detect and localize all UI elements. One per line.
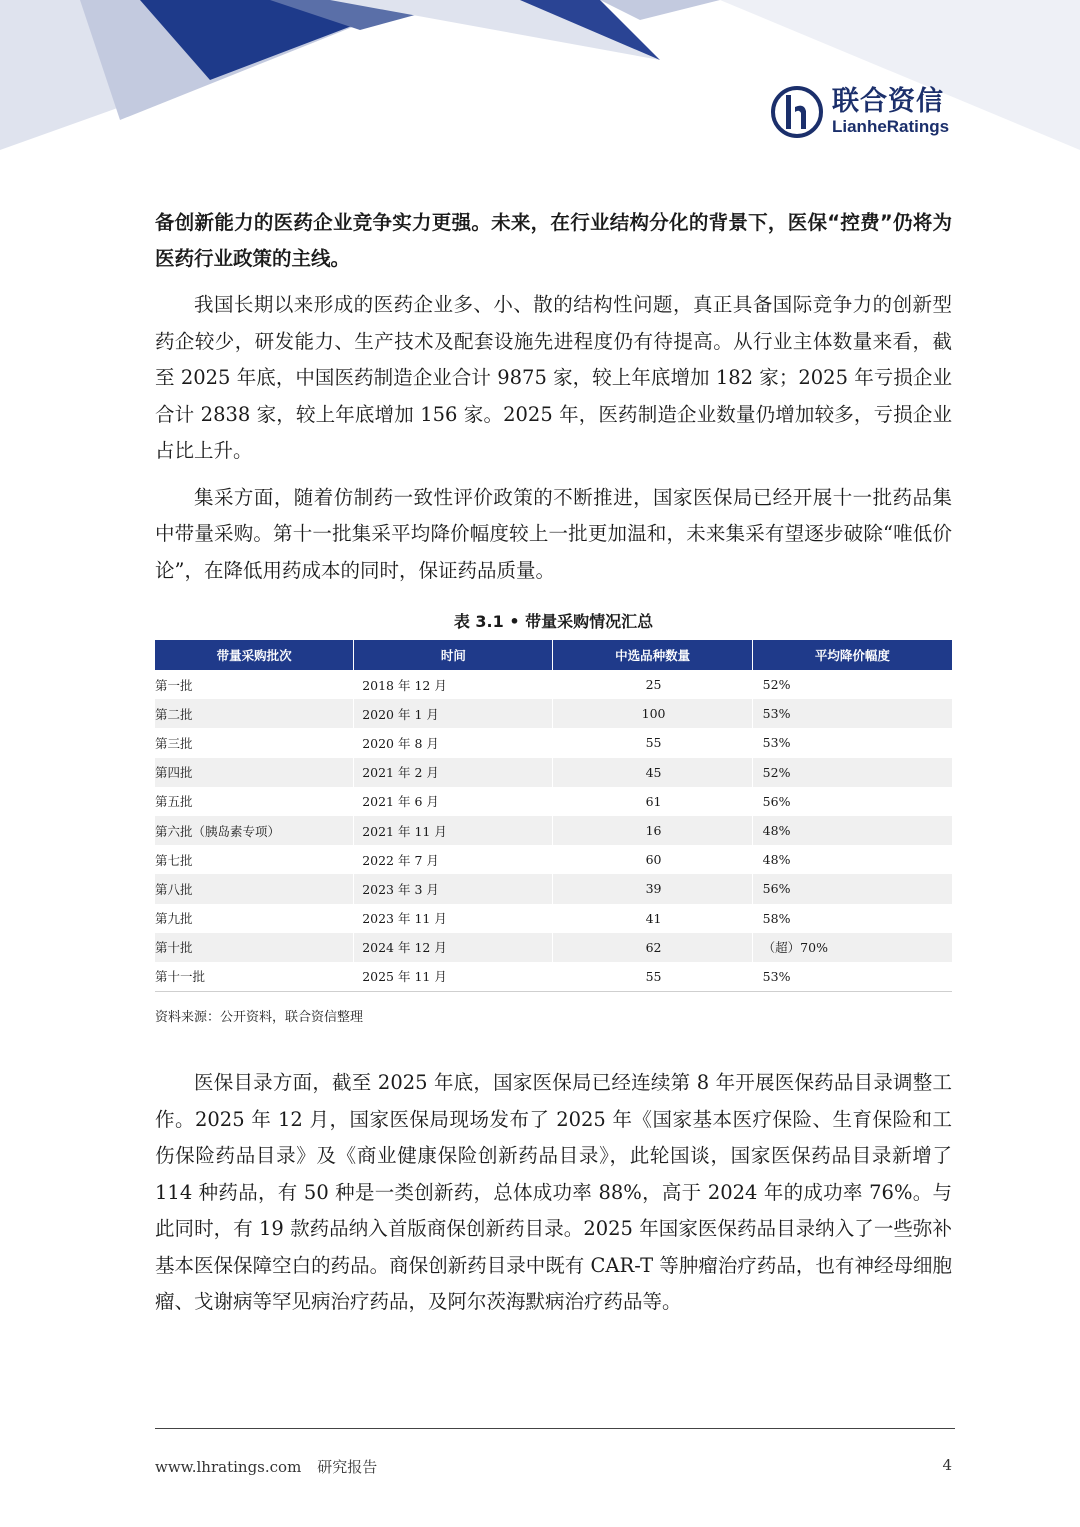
logo-english-text: LianheRatings bbox=[832, 117, 950, 136]
cell-batch: 第五批 bbox=[155, 794, 193, 810]
cell-batch: 第二批 bbox=[155, 699, 354, 728]
cell-batch: 第八批 bbox=[155, 874, 354, 903]
cell-count: 16 bbox=[553, 816, 752, 845]
page-number: 4 bbox=[942, 1456, 952, 1474]
footer-divider bbox=[155, 1428, 955, 1429]
paragraph-industry-structure: 我国长期以来形成的医药企业多、小、散的结构性问题，真正具备国际竞争力的创新型药企较少，研发能力、生产技术及配套设施先进程度仍有待提高。从行业主体数量来看，截至 2025 年底，中国医药制造企业合计 9875 家，较上年底增加 182 家；2025 年亏损企业合计 2838 家，较上年底增加 156 家。2025 年，医药制造企业数量仍增加较多，亏损企业占比上升。 bbox=[155, 293, 952, 462]
header-time: 时间 bbox=[354, 640, 553, 670]
cell-count: 62 bbox=[553, 933, 752, 962]
cell-discount: 56% bbox=[752, 787, 952, 816]
paragraph-procurement: 集采方面，随着仿制药一致性评价政策的不断推进，国家医保局已经开展十一批药品集中带量采购。第十一批集采平均降价幅度较上一批更加温和，未来集采有望逐步破除“唯低价论”，在降低用药成本的同时，保证药品质量。 bbox=[155, 485, 952, 582]
table-row bbox=[155, 728, 952, 757]
header-count: 中选品种数量 bbox=[553, 640, 752, 670]
cell-batch: 第四批 bbox=[155, 758, 354, 787]
table-row bbox=[155, 787, 952, 816]
table-body bbox=[155, 670, 952, 992]
cell-count: 60 bbox=[553, 845, 752, 874]
table-row bbox=[155, 670, 952, 699]
cell-batch: 第三批 bbox=[155, 735, 193, 751]
procurement-table bbox=[155, 640, 952, 992]
cell-time: 2023 年 11 月 bbox=[354, 904, 553, 933]
logo-chinese-text: 联合资信 bbox=[832, 86, 944, 117]
table-row bbox=[155, 816, 952, 845]
cell-discount: 52% bbox=[752, 670, 952, 699]
cell-discount: 52% bbox=[752, 758, 952, 787]
cell-batch: 第一批 bbox=[155, 677, 193, 693]
cell-discount: （超）70% bbox=[752, 933, 952, 962]
cell-discount: 58% bbox=[752, 904, 952, 933]
cell-discount: 56% bbox=[752, 874, 952, 903]
cell-batch: 第十批 bbox=[155, 933, 354, 962]
cell-count: 39 bbox=[553, 874, 752, 903]
cell-discount: 53% bbox=[752, 728, 952, 757]
table-header-row bbox=[155, 640, 952, 670]
footer-left bbox=[155, 1456, 393, 1477]
cell-time: 2018 年 12 月 bbox=[354, 670, 553, 699]
cell-batch: 第七批 bbox=[155, 852, 193, 868]
cell-count: 41 bbox=[553, 904, 752, 933]
footer-label: 研究报告 bbox=[317, 1458, 378, 1476]
cell-batch: 第九批 bbox=[155, 911, 193, 927]
lianhe-logo bbox=[770, 82, 949, 142]
main-content bbox=[155, 205, 952, 1321]
table-row bbox=[155, 933, 952, 962]
table-row bbox=[155, 845, 952, 874]
table-row bbox=[155, 874, 952, 903]
cell-count: 55 bbox=[553, 962, 752, 992]
cell-time: 2020 年 1 月 bbox=[354, 699, 553, 728]
cell-discount: 53% bbox=[752, 699, 952, 728]
cell-time: 2023 年 3 月 bbox=[354, 874, 553, 903]
cell-batch: 第六批（胰岛素专项） bbox=[155, 816, 354, 845]
cell-batch: 第十一批 bbox=[155, 962, 354, 992]
cell-count: 45 bbox=[553, 758, 752, 787]
cell-discount: 48% bbox=[752, 845, 952, 874]
cell-time: 2025 年 11 月 bbox=[354, 962, 553, 992]
lianhe-logo-icon bbox=[770, 85, 824, 139]
cell-time: 2022 年 7 月 bbox=[354, 845, 553, 874]
cell-time: 2021 年 6 月 bbox=[354, 787, 553, 816]
cell-time: 2021 年 2 月 bbox=[354, 758, 553, 787]
table-row bbox=[155, 699, 952, 728]
cell-time: 2020 年 8 月 bbox=[354, 728, 553, 757]
cell-count: 25 bbox=[553, 670, 752, 699]
cell-count: 55 bbox=[553, 728, 752, 757]
cell-time: 2021 年 11 月 bbox=[354, 816, 553, 845]
table-source-note: 资料来源：公开资料，联合资信整理 bbox=[155, 1010, 364, 1026]
table-title: 表 3.1 • 带量采购情况汇总 bbox=[453, 612, 654, 631]
table-row bbox=[155, 904, 952, 933]
paragraph-insurance-catalog: 医保目录方面，截至 2025 年底，国家医保局已经连续第 8 年开展医保药品目录调整工作。2025 年 12 月，国家医保局现场发布了 2025 年《国家基本医疗保险、生育保险和工伤保险药品目录》及《商业健康保险创新药品目录》，此轮国谈，国家医保药品目录新增了 114 种药品，有 50 种是一类创新药，总体成功率 88%，高于 2024 年的成功率 76%。与此同时，有 19 款药品纳入首版商保创新药目录。2025 年国家医保药品目录纳入了一些弥补基本医保保障空白的药品。商保创新药目录中既有 CAR-T 等肿瘤治疗药品，也有神经母细胞瘤、戈谢病等罕见病治疗药品，及阿尔茨海默病治疗药品等。 bbox=[155, 1071, 952, 1314]
header-discount: 平均降价幅度 bbox=[752, 640, 952, 670]
cell-time: 2024 年 12 月 bbox=[354, 933, 553, 962]
table-row bbox=[155, 758, 952, 787]
cell-count: 100 bbox=[553, 699, 752, 728]
footer-url-link[interactable]: www.lhratings.com bbox=[155, 1458, 302, 1476]
cell-count: 61 bbox=[553, 787, 752, 816]
cell-discount: 53% bbox=[752, 962, 952, 992]
cell-discount: 48% bbox=[752, 816, 952, 845]
table-row bbox=[155, 962, 952, 992]
header-batch: 带量采购批次 bbox=[155, 640, 354, 670]
intro-bold-text: 备创新能力的医药企业竞争实力更强。未来，在行业结构分化的背景下，医保“控费”仍将为医药行业政策的主线。 bbox=[155, 211, 952, 270]
